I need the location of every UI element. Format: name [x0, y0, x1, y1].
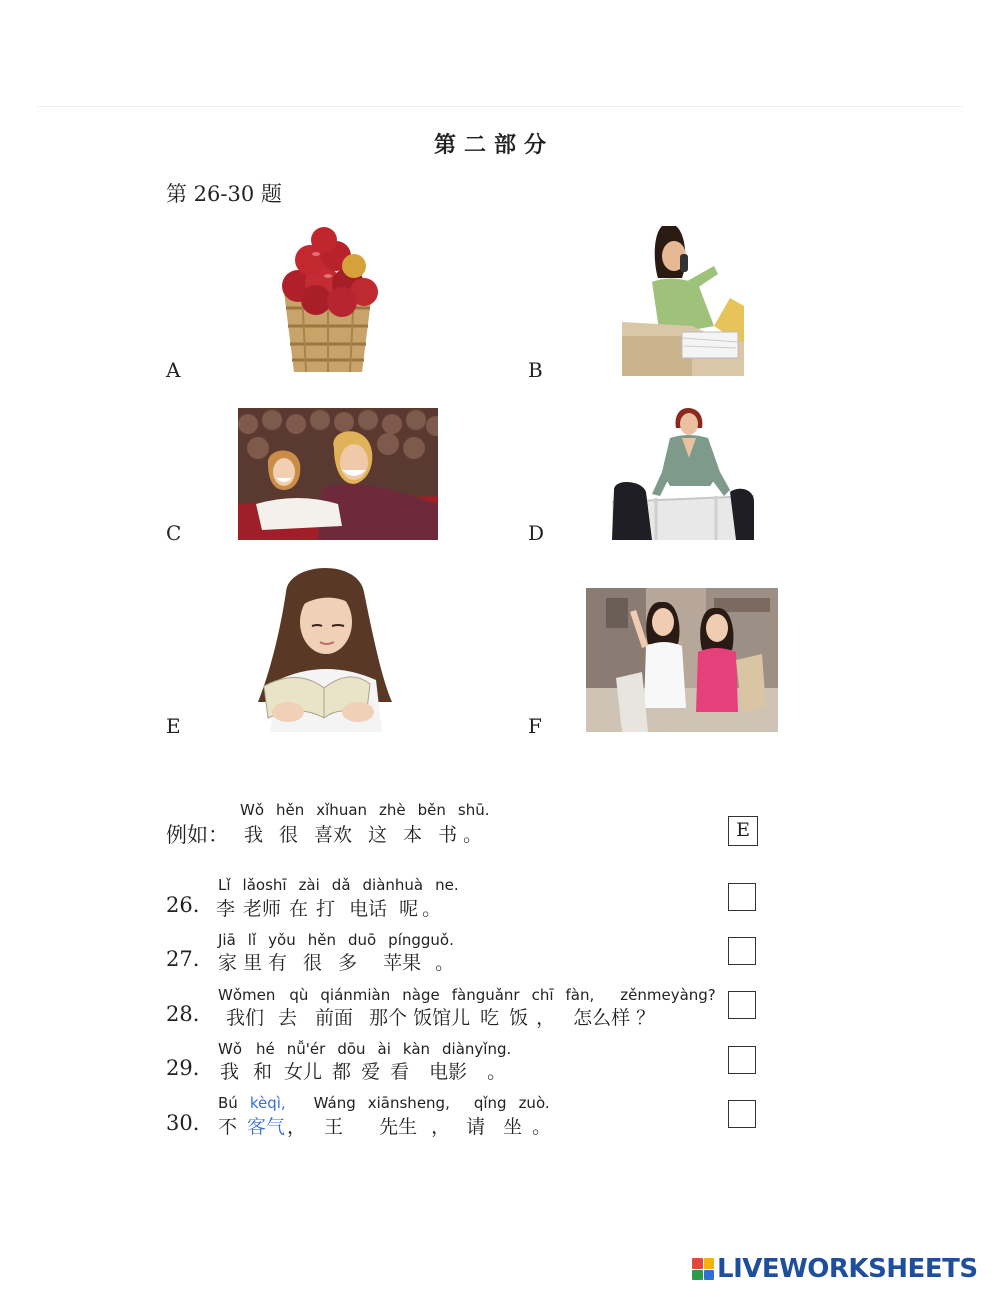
q28-answer-box[interactable] — [728, 991, 756, 1019]
option-letter-a: A — [166, 358, 181, 382]
apple-basket-image — [272, 226, 384, 376]
teacher-at-desk-image — [612, 406, 754, 540]
example-answer-box: E — [728, 816, 758, 846]
option-letter-d: D — [528, 521, 545, 545]
example-pinyin: Wǒ hěn xǐhuan zhè běn shū. — [240, 801, 490, 819]
q28-pinyin: Wǒmen qù qiánmiàn nàge fànguǎnr chī fàn, zěnmeyàng? — [218, 986, 716, 1004]
q27-number: 27. — [166, 947, 200, 971]
liveworksheets-logo-mark-icon — [692, 1258, 714, 1280]
q26-hanzi: 李 老师 在 打 电话 呢 。 — [216, 898, 442, 920]
option-letter-b: B — [528, 358, 543, 382]
q30-number: 30. — [166, 1111, 200, 1135]
women-shopping-image — [586, 588, 778, 732]
q26-answer-box[interactable] — [728, 883, 756, 911]
example-label: 例如： — [166, 823, 229, 847]
q26-number: 26. — [166, 893, 200, 917]
q29-pinyin: Wǒ hé nǚ'ér dōu ài kàn diànyǐng. — [218, 1040, 512, 1058]
liveworksheets-logo — [692, 1254, 978, 1284]
q30-pinyin: Bú kèqì, Wáng xiānsheng, qǐng zuò. — [218, 1094, 550, 1112]
cinema-audience-image — [238, 408, 438, 540]
liveworksheets-logo-text: LIVEWORKSHEETS — [717, 1254, 978, 1284]
option-letter-f: F — [528, 714, 542, 738]
question-range-title: 第 26-30 题 — [166, 182, 282, 206]
q27-answer-box[interactable] — [728, 937, 756, 965]
q29-answer-box[interactable] — [728, 1046, 756, 1074]
option-letter-e: E — [166, 714, 181, 738]
option-letter-c: C — [166, 521, 182, 545]
q29-hanzi: 我 和 女儿 都 爱 看 电影 。 — [220, 1061, 507, 1083]
q30-answer-box[interactable] — [728, 1100, 756, 1128]
top-divider — [38, 106, 962, 107]
q28-number: 28. — [166, 1002, 200, 1026]
woman-on-phone-image — [622, 226, 744, 376]
q28-hanzi: 我们 去 前面 那个 饭馆儿 吃 饭 ， 怎么样 ？ — [226, 1007, 656, 1029]
q27-hanzi: 家 里 有 很 多 苹果 。 — [218, 952, 455, 974]
q27-pinyin: Jiā lǐ yǒu hěn duō píngguǒ. — [218, 931, 454, 949]
example-hanzi: 我 很 喜欢 这 本 书 。 — [244, 824, 483, 846]
section-title: 第二部分 — [433, 132, 554, 158]
girl-reading-book-image — [258, 562, 392, 732]
q26-pinyin: Lǐ lǎoshī zài dǎ diànhuà ne. — [218, 876, 459, 894]
q29-number: 29. — [166, 1056, 200, 1080]
q30-hanzi: 不 客气 ， 王 先生 ， 请 坐 。 — [218, 1116, 552, 1138]
